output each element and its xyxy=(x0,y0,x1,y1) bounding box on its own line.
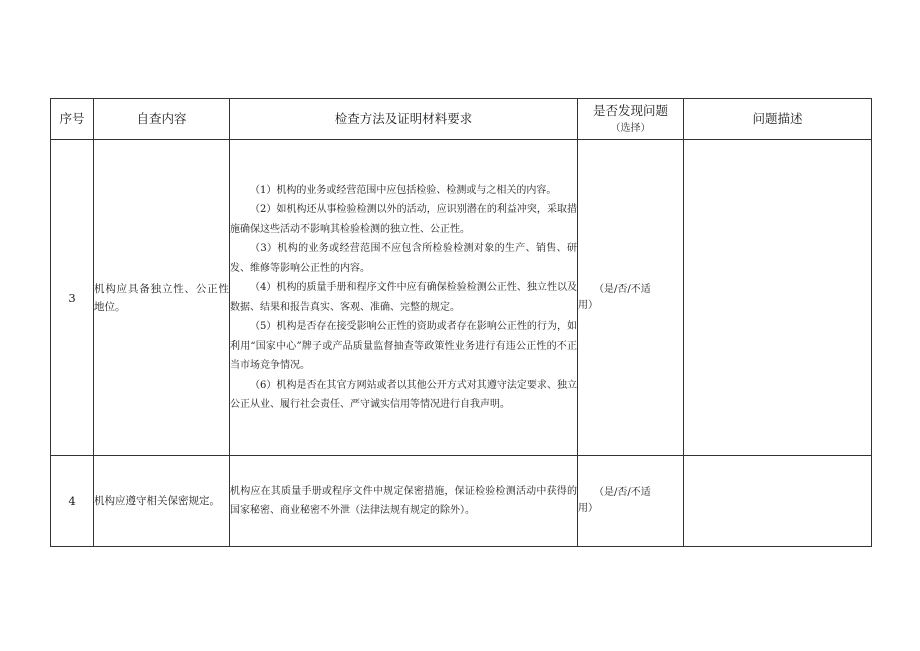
header-found-sub: （选择） xyxy=(610,123,651,135)
table-row xyxy=(51,140,872,456)
header-desc: 问题描述 xyxy=(684,99,872,140)
header-found-label: 是否发现问题 xyxy=(592,102,668,118)
method-clause: （1）机构的业务或经营范围中应包括检验、检测或与之相关的内容。 xyxy=(250,184,557,196)
header-row xyxy=(51,99,872,140)
method-clause: （3）机构的业务或经营范围不应包含所检验检测对象的生产、销售、研发、维修等影响公正性的内容。 xyxy=(230,243,577,274)
self-check-table xyxy=(50,98,872,547)
row-item: 机构应具备独立性、公正性地位。 xyxy=(94,140,230,456)
choice-options: （是/否/不适 xyxy=(594,283,651,295)
method-clause: 机构应在其质量手册或程序文件中规定保密措施，保证检验检测活动中获得的国家秘密、商业秘密不外泄（法律法规有规定的除外）。 xyxy=(230,485,577,516)
header-method: 检查方法及证明材料要求 xyxy=(230,99,578,140)
row-description[interactable] xyxy=(684,140,872,456)
header-seq: 序号 xyxy=(51,99,94,140)
method-clause: （5）机构是否存在接受影响公正性的资助或者存在影响公正性的行为，如利用“国家中心”牌子或产品质量监督抽查等政策性业务进行有违公正性的不正当市场竞争情况。 xyxy=(230,321,577,371)
row-number: 3 xyxy=(51,140,94,456)
row-method xyxy=(230,456,578,547)
row-description[interactable] xyxy=(684,456,872,547)
choice-options: （是/否/不适 xyxy=(594,487,651,498)
row-item: 机构应遵守相关保密规定。 xyxy=(94,456,230,547)
row-found-choice[interactable] xyxy=(578,140,684,456)
method-clause: （2）如机构还从事检验检测以外的活动，应识别潜在的利益冲突，采取措施确保这些活动不影响其检验检测的独立性、公正性。 xyxy=(230,204,577,235)
self-check-form xyxy=(50,98,871,547)
choice-options-end: 用） xyxy=(578,503,598,514)
row-method xyxy=(230,140,578,456)
header-item: 自查内容 xyxy=(94,99,230,140)
row-number: 4 xyxy=(51,456,94,547)
header-found xyxy=(578,99,684,140)
choice-options-end: 用） xyxy=(578,299,598,311)
table-row xyxy=(51,456,872,547)
row-found-choice[interactable] xyxy=(578,456,684,547)
method-clause: （4）机构的质量手册和程序文件中应有确保检验检测公正性、独立性以及数据、结果和报告真实、客观、准确、完整的规定。 xyxy=(230,282,577,313)
method-clause: （6）机构是否在其官方网站或者以其他公开方式对其遵守法定要求、独立公正从业、履行社会责任、严守诚实信用等情况进行自我声明。 xyxy=(230,379,577,410)
